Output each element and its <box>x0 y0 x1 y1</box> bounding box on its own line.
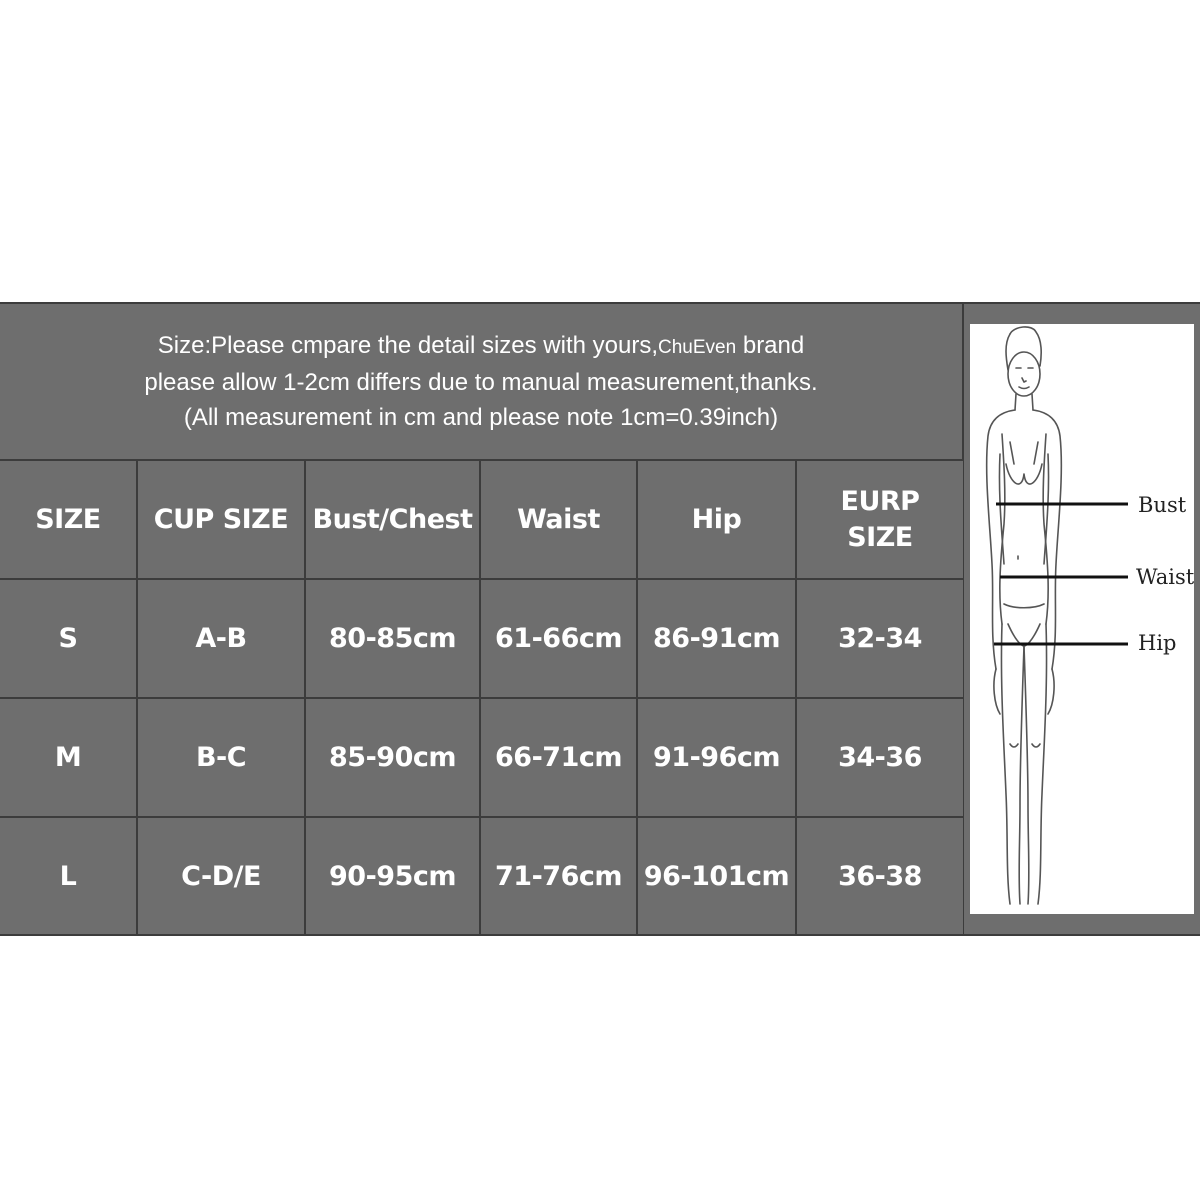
note-line-2: please allow 1-2cm differs due to manual measurement,thanks. <box>144 369 818 396</box>
bust-label: Bust <box>1138 493 1187 517</box>
note-line-1 <box>158 328 804 365</box>
header-size: SIZE <box>0 461 137 579</box>
brand-name: ChuEven <box>658 337 737 358</box>
header-eurp-size <box>796 461 964 579</box>
cell-hip: 96-101cm <box>637 817 796 935</box>
cell-cup-size: A-B <box>137 579 305 698</box>
cell-bust: 90-95cm <box>305 817 480 935</box>
header-hip: Hip <box>637 461 796 579</box>
note-line-1-text: Size:Please cmpare the detail sizes with yours, <box>157 332 658 359</box>
cell-bust: 85-90cm <box>305 698 480 817</box>
note-line-3: (All measurement in cm and please note 1cm=0.39inch) <box>183 404 779 431</box>
table-header-row <box>0 461 964 579</box>
measurement-figure <box>970 324 1194 914</box>
cell-waist: 61-66cm <box>480 579 637 698</box>
cell-eurp-size: 32-34 <box>796 579 964 698</box>
cell-waist: 71-76cm <box>480 817 637 935</box>
cell-cup-size: B-C <box>137 698 305 817</box>
header-waist: Waist <box>480 461 637 579</box>
header-bust-chest: Bust/Chest <box>305 461 480 579</box>
body-outline-icon <box>970 324 1194 914</box>
note-line-1-suffix: brand <box>736 332 805 359</box>
header-cup-size: CUP SIZE <box>137 461 305 579</box>
cell-eurp-size: 36-38 <box>796 817 964 935</box>
cell-waist: 66-71cm <box>480 698 637 817</box>
size-chart <box>0 302 1200 936</box>
size-table <box>0 461 965 935</box>
table-row <box>0 698 964 817</box>
cell-cup-size: C-D/E <box>137 817 305 935</box>
table-row <box>0 579 964 698</box>
size-note <box>0 304 964 461</box>
cell-hip: 86-91cm <box>637 579 796 698</box>
measurement-figure-panel <box>964 304 1200 934</box>
waist-label: Waist <box>1136 565 1194 589</box>
cell-size: M <box>0 698 137 817</box>
cell-size: L <box>0 817 137 935</box>
cell-hip: 91-96cm <box>637 698 796 817</box>
cell-bust: 80-85cm <box>305 579 480 698</box>
cell-size: S <box>0 579 137 698</box>
cell-eurp-size: 34-36 <box>796 698 964 817</box>
table-row <box>0 817 964 935</box>
hip-label: Hip <box>1138 631 1177 655</box>
header-eurp-size-label: EURP SIZE <box>840 485 920 553</box>
